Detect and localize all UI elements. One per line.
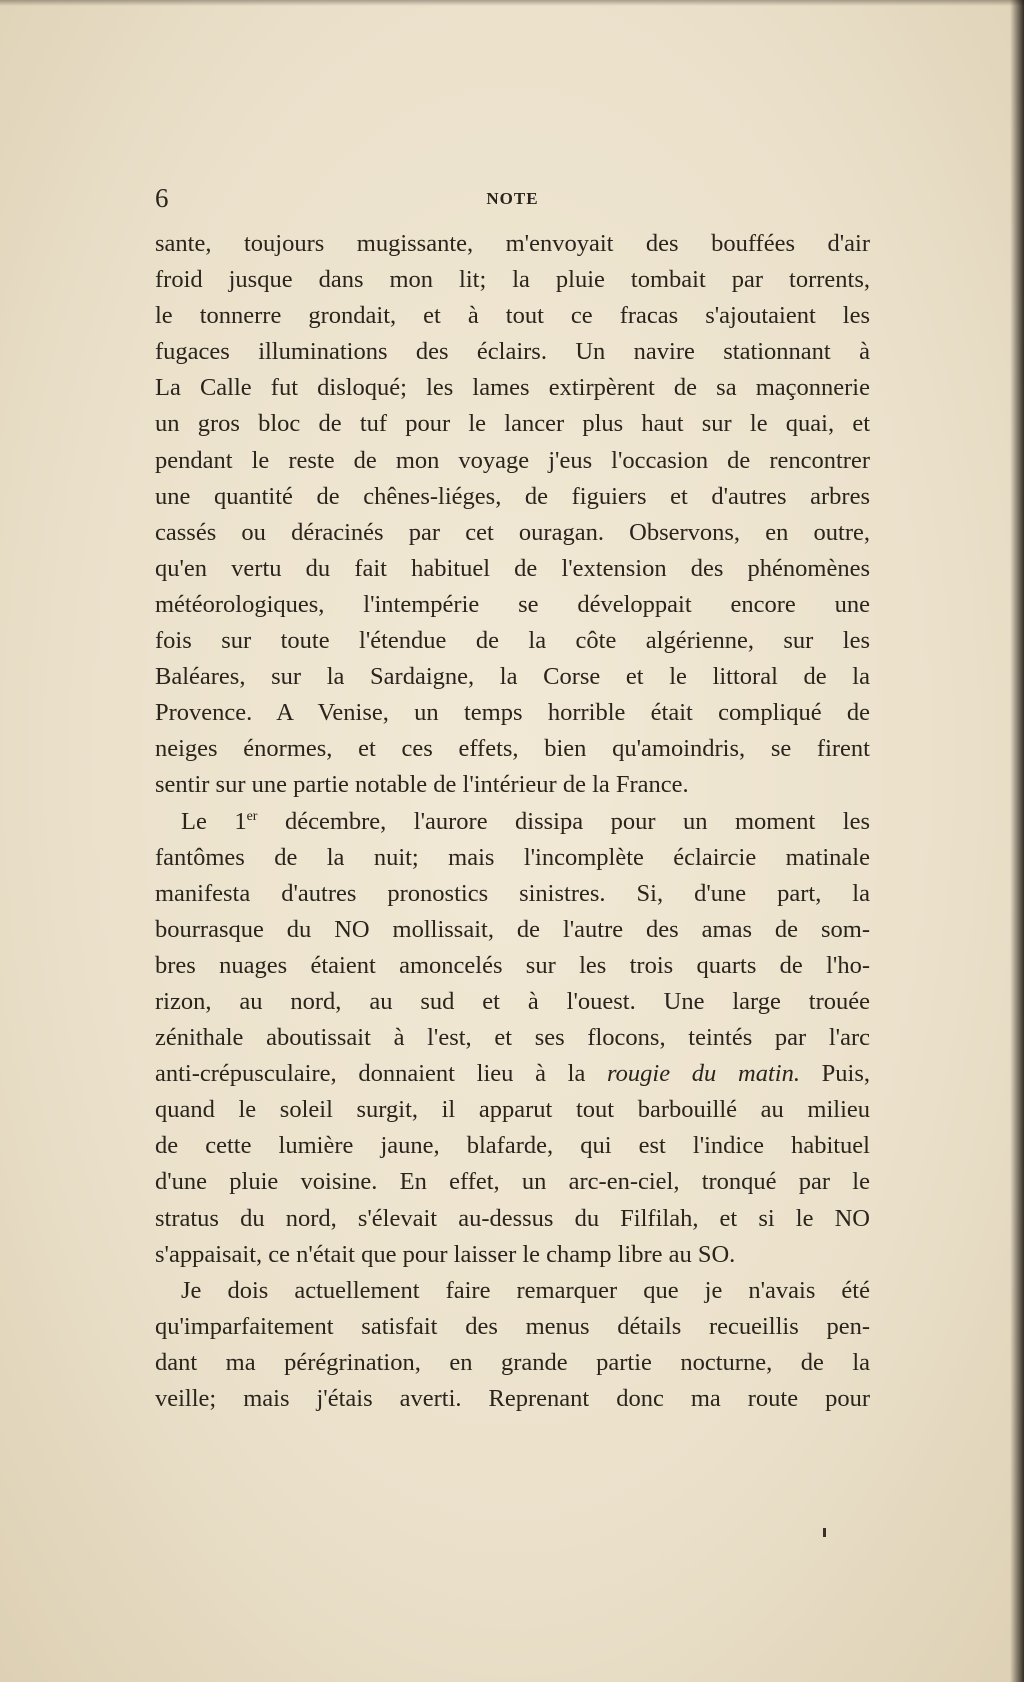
text-line: bourrasque du NO mollissait, de l'autre des amas de som- — [155, 915, 870, 943]
text-line: Baléares, sur la Sardaigne, la Corse et le littoral de la — [155, 663, 870, 691]
ink-speck — [823, 1528, 826, 1537]
text-line: s'appaisait, ce n'était que pour laisser le champ libre au SO. — [155, 1240, 736, 1268]
text-segment: Le 1 — [181, 807, 247, 835]
text-line: qu'imparfaitement satisfait des menus détails recueillis pen- — [155, 1312, 870, 1340]
text-line: sentir sur une partie notable de l'intérieur de la France. — [155, 771, 689, 799]
text-line: Je dois actuellement faire remarquer que je n'avais été — [181, 1276, 870, 1304]
text-line: froid jusque dans mon lit; la pluie tombait par torrents, — [155, 266, 870, 294]
text-line: fantômes de la nuit; mais l'incomplète éclaircie matinale — [155, 843, 870, 871]
ordinal-superscript: er — [246, 808, 258, 824]
text-line: manifesta d'autres pronostics sinistres. Si, d'une part, la — [155, 879, 870, 907]
text-line: d'une pluie voisine. En effet, un arc-en-ciel, tronqué par le — [155, 1168, 870, 1196]
text-line — [155, 1056, 870, 1092]
text-line: zénithale aboutissait à l'est, et ses flocons, teintés par l'arc — [155, 1024, 870, 1052]
text-line: veille; mais j'étais averti. Reprenant donc ma route pour — [155, 1385, 870, 1412]
text-line: fois sur toute l'étendue de la côte algérienne, sur les — [155, 627, 870, 655]
italic-phrase: rougie du matin. — [607, 1060, 800, 1088]
text-line: quand le soleil surgit, il apparut tout barbouillé au milieu — [155, 1096, 870, 1124]
text-line: un gros bloc de tuf pour le lancer plus haut sur le quai, et — [155, 410, 870, 438]
text-line: qu'en vertu du fait habituel de l'extension des phénomènes — [155, 554, 870, 582]
text-line: fugaces illuminations des éclairs. Un navire stationnant à — [155, 338, 870, 366]
page-right-binding-shadow — [1010, 0, 1024, 1682]
text-line: le tonnerre grondait, et à tout ce fracas s'ajoutaient les — [155, 302, 870, 330]
text-line: La Calle fut disloqué; les lames extirpèrent de sa maçonnerie — [155, 374, 870, 402]
text-line — [155, 804, 870, 840]
text-line: cassés ou déracinés par cet ouragan. Observons, en outre, — [155, 518, 870, 546]
running-title: NOTE — [486, 189, 539, 208]
page-header — [155, 183, 870, 213]
text-segment: anti-crépusculaire, donnaient lieu à la — [155, 1060, 608, 1088]
text-line: sante, toujours mugissante, m'envoyait des bouffées d'air — [155, 230, 870, 257]
body-text — [155, 226, 870, 1417]
text-segment: Puis, — [799, 1060, 871, 1088]
page-top-shadow — [0, 0, 1024, 6]
text-line: une quantité de chênes-liéges, de figuiers et d'autres arbres — [155, 482, 870, 510]
text-line: stratus du nord, s'élevait au-dessus du Filfilah, et si le NO — [155, 1204, 870, 1232]
text-line: Provence. A Venise, un temps horrible était compliqué de — [155, 699, 870, 727]
text-line: neiges énormes, et ces effets, bien qu'amoindris, se firent — [155, 735, 870, 763]
text-line: rizon, au nord, au sud et à l'ouest. Une large trouée — [155, 987, 870, 1015]
text-line: de cette lumière jaune, blafarde, qui est l'indice habituel — [155, 1132, 870, 1160]
text-line: bres nuages étaient amoncelés sur les trois quarts de l'ho- — [155, 951, 870, 979]
text-line: dant ma pérégrination, en grande partie nocturne, de la — [155, 1348, 870, 1376]
text-line: pendant le reste de mon voyage j'eus l'occasion de rencontrer — [155, 446, 870, 474]
page-number: 6 — [155, 183, 169, 213]
text-line: météorologiques, l'intempérie se développait encore une — [155, 590, 870, 618]
text-segment: décembre, l'aurore dissipa pour un moment les — [257, 807, 870, 835]
